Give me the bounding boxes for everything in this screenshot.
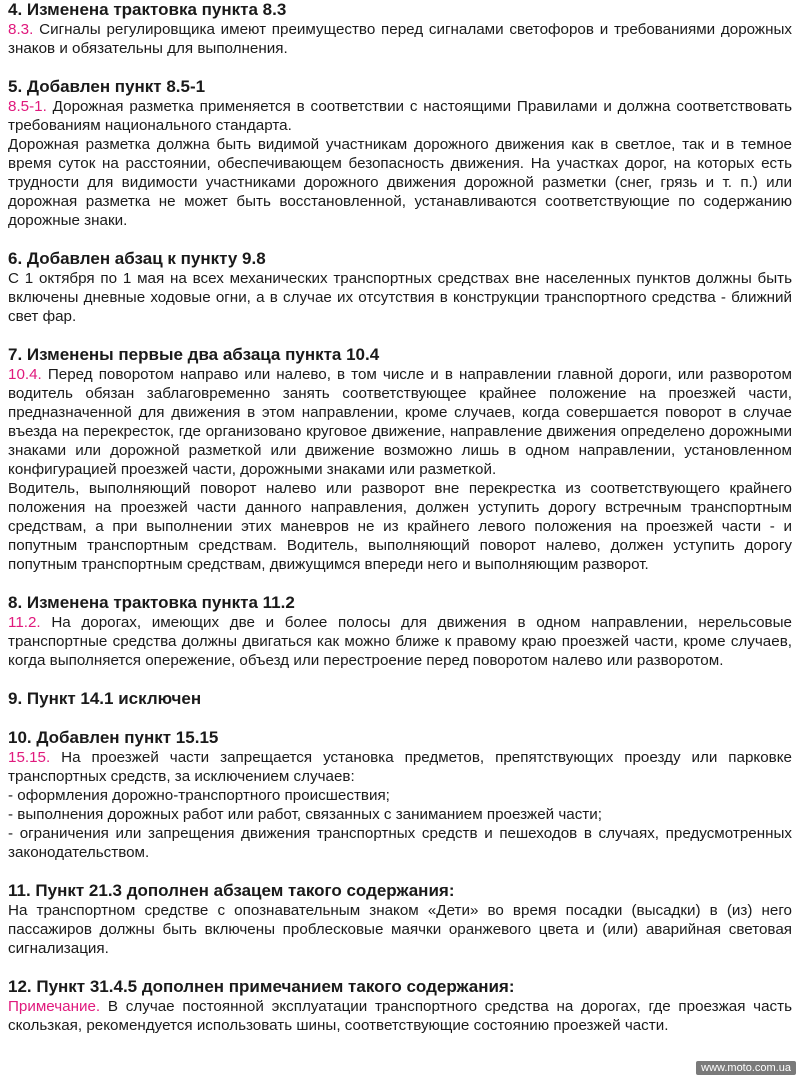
paragraph-text: Дорожная разметка применяется в соответствии с настоящими Правилами и должна соответствовать требованиям национального стандарта.	[8, 98, 792, 134]
paragraph-text: Водитель, выполняющий поворот налево или разворот вне перекрестка из соответствующего крайнего положения на проезжей части данного направления, должен уступить дорогу встречным транспортным средствам, а при выполнении этих маневров не из крайнего левого положения на проезжей части - и попутным транспортным средствам. Водитель, выполняющий поворот налево, должен уступить дорогу попутным транспортным средствам, движущимся впереди него и выполняющим разворот.	[8, 480, 792, 573]
section	[8, 977, 792, 1035]
clause-reference: 8.5-1.	[8, 98, 47, 115]
clause-reference: 15.15.	[8, 749, 51, 766]
paragraph-text: Дорожная разметка должна быть видимой участникам дорожного движения как в светлое, так и в темное время суток на расстоянии, обеспечивающем безопасность движения. На участках дорог, на которых есть трудности для видимости участниками дорожного движения дорожной разметки (снег, грязь и т. п.) или дорожная разметка не может быть восстановленной, устанавливаются соответствующие по содержанию дорожные знаки.	[8, 136, 792, 229]
clause-reference: 11.2.	[8, 614, 41, 631]
section	[8, 881, 792, 958]
paragraph	[8, 824, 792, 862]
paragraph-text: На дорогах, имеющих две и более полосы для движения в одном направлении, нерельсовые транспортные средства должны двигаться как можно ближе к правому краю проезжей части, кроме случаев, когда выполняется опережение, объезд или перестроение перед поворотом налево или разворотом.	[8, 614, 792, 669]
section	[8, 689, 792, 709]
paragraph-text: - выполнения дорожных работ или работ, связанных с занимaнием проезжей части;	[8, 806, 602, 823]
section	[8, 345, 792, 574]
section-heading: 4. Изменена трактовка пункта 8.3	[8, 0, 287, 19]
paragraph	[8, 748, 792, 786]
paragraph	[8, 135, 792, 230]
section-heading: 7. Изменены первые два абзаца пункта 10.4	[8, 345, 380, 364]
paragraph	[8, 269, 792, 326]
section	[8, 728, 792, 862]
paragraph-text: С 1 октября по 1 мая на всех механических транспортных средствах вне населенных пунктов должны быть включены дневные ходовые огни, а в случае их отсутствия в конструкции транспортного средства - ближний свет фар.	[8, 270, 792, 325]
paragraph	[8, 20, 792, 58]
section-heading: 12. Пункт 31.4.5 дополнен примечанием такого содержания:	[8, 977, 515, 996]
section	[8, 593, 792, 670]
paragraph	[8, 365, 792, 479]
paragraph-text: - ограничения или запрещения движения транспортных средств и пешеходов в случаях, предусмотренных законодательством.	[8, 825, 792, 861]
paragraph-text: - оформления дорожно-транспортного происшествия;	[8, 787, 390, 804]
section-heading: 11. Пункт 21.3 дополнен абзацем такого содержания:	[8, 881, 455, 900]
clause-reference: 8.3.	[8, 21, 34, 38]
paragraph	[8, 997, 792, 1035]
paragraph	[8, 901, 792, 958]
section	[8, 77, 792, 230]
section-heading: 10. Добавлен пункт 15.15	[8, 728, 219, 747]
watermark: www.moto.com.ua	[696, 1061, 796, 1075]
clause-reference: Примечание.	[8, 998, 101, 1015]
section	[8, 249, 792, 326]
section-heading: 5. Добавлен пункт 8.5-1	[8, 77, 206, 96]
paragraph	[8, 786, 792, 805]
paragraph	[8, 805, 792, 824]
paragraph-text: Перед поворотом направо или налево, в том числе и в направлении главной дороги, или разворотом водитель обязан заблаговременно занять соответствующее крайнее положение на проезжей части, предназначенной для движения в этом направлении, кроме случаев, когда совершается поворот в случае въезда на перекресток, где организовано круговое движение, направление движения определено дорожными знаками или дорожной разметкой или движение возможно лишь в одном направлении, установленном конфигурацией проезжей части, дорожными знаками или разметкой.	[8, 366, 792, 478]
paragraph	[8, 613, 792, 670]
paragraph-text: На проезжей части запрещается установка предметов, препятствующих проезду или парковке транспортных средств, за исключением случаев:	[8, 749, 792, 785]
paragraph-text: В случае постоянной эксплуатации транспортного средства на дорогах, где проезжая часть скользкая, рекомендуется использовать шины, соответствующие состоянию проезжей части.	[8, 998, 792, 1034]
section	[8, 0, 792, 58]
paragraph	[8, 479, 792, 574]
section-heading: 8. Изменена трактовка пункта 11.2	[8, 593, 295, 612]
paragraph-text: На транспортном средстве с опознавательным знаком «Дети» во время посадки (высадки) в (из) него пассажиров должны быть включены проблесковые маячки оранжевого цвета и (или) аварийная световая сигнализация.	[8, 902, 792, 957]
clause-reference: 10.4.	[8, 366, 42, 383]
paragraph-text: Сигналы регулировщика имеют преимущество перед сигналами светофоров и требованиями дорожных знаков и обязательны для выполнения.	[8, 21, 792, 57]
section-heading: 6. Добавлен абзац к пункту 9.8	[8, 249, 266, 268]
section-heading: 9. Пункт 14.1 исключен	[8, 689, 202, 708]
paragraph	[8, 97, 792, 135]
